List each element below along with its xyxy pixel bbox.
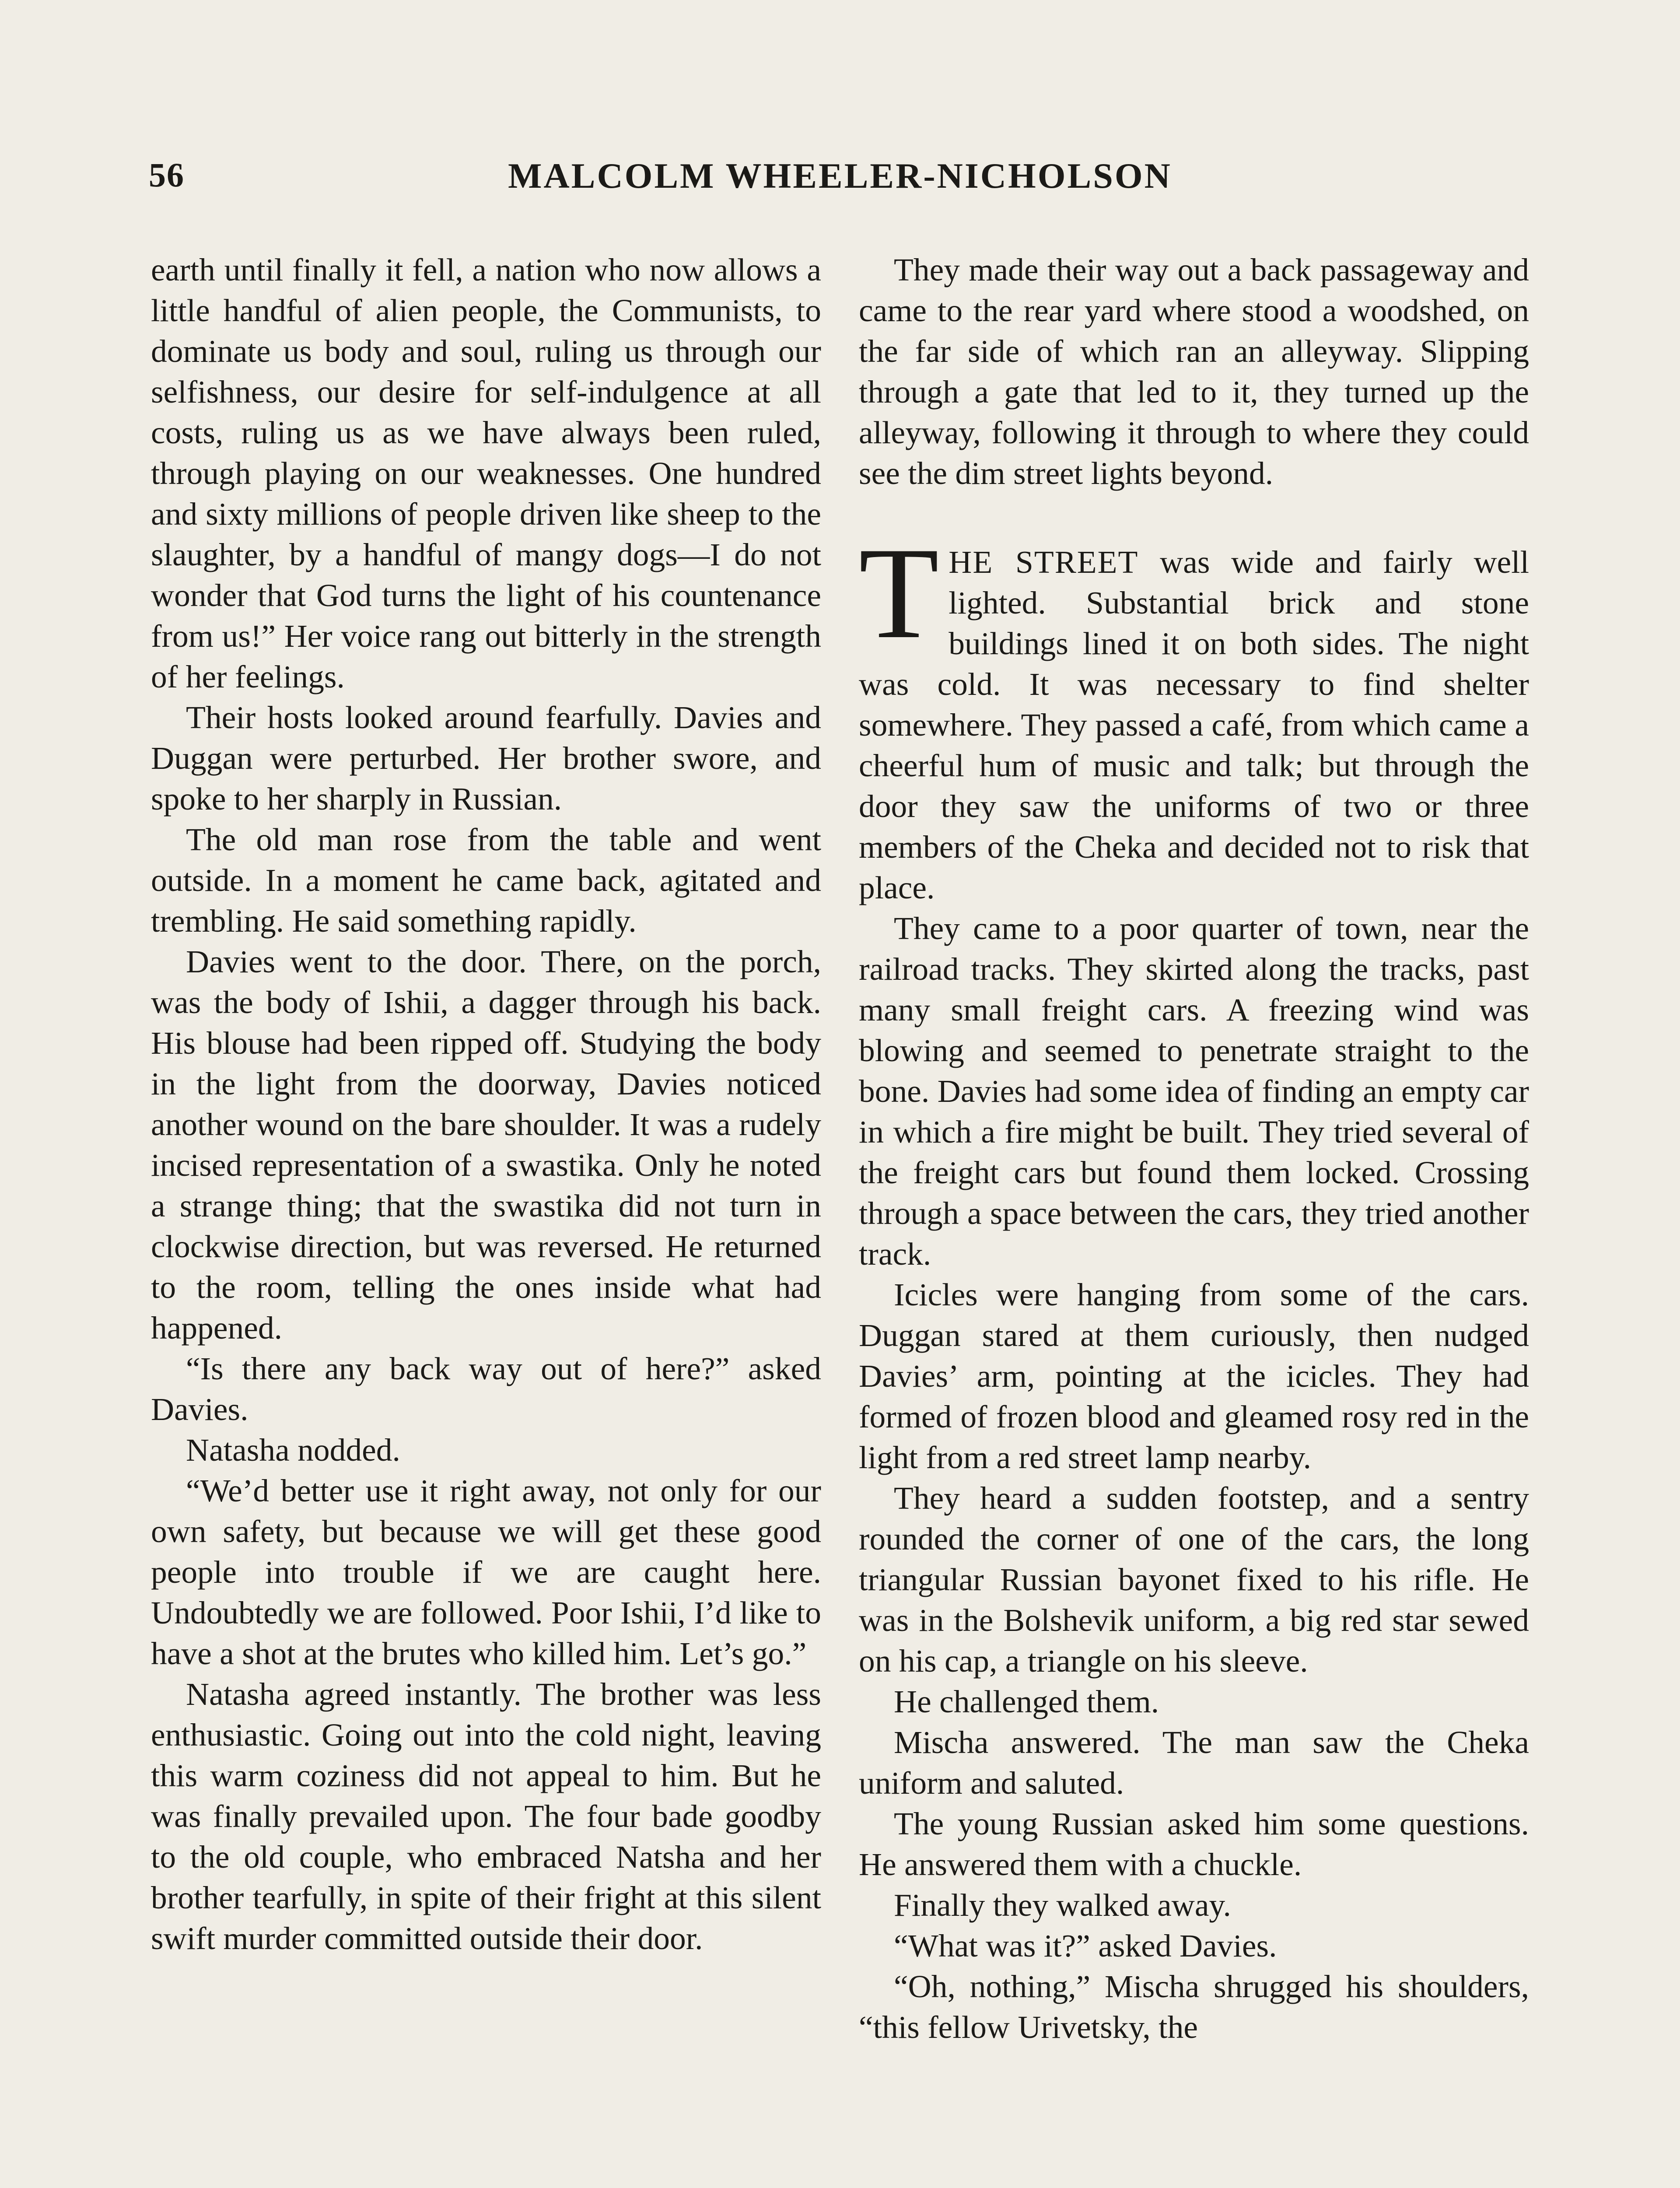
- paragraph: “What was it?” asked Davies.: [894, 1928, 1277, 1964]
- drop-cap: T: [859, 520, 939, 666]
- right-column: [859, 249, 1529, 2048]
- paragraph: Their hosts looked around fearfully. Davies and Duggan were perturbed. Her brother swore, and spoke to her sharply in Russian.: [151, 700, 821, 817]
- page-number: 56: [149, 156, 185, 194]
- page-header: [149, 155, 1531, 212]
- paragraph: “Is there any back way out of here?” asked Davies.: [151, 1351, 821, 1427]
- paragraph: They came to a poor quarter of town, near the railroad tracks. They skirted along the tracks, past many small freight cars. A freezing wind was blowing and seemed to penetrate straight to the bone. Davies had some idea of finding an empty car in which a fire might be built. They tried several of the freight cars but found them locked. Crossing through a space between the cars, they tried another track.: [859, 911, 1529, 1272]
- paragraph: He challenged them.: [894, 1684, 1159, 1719]
- paragraph: Davies went to the door. There, on the porch, was the body of Ishii, a dagger through his back. His blouse had been ripped off. Studying the body in the light from the doorway, Davies noticed another wound on the bare shoulder. It was a rudely incised representation of a swastika. Only he noted a strange thing; that the swastika did not turn in clockwise direction, but was reversed. He returned to the room, telling the ones inside what had happened.: [151, 944, 821, 1346]
- paragraph: They heard a sudden footstep, and a sentry rounded the corner of one of the cars, the long triangular Russian bayonet fixed to his rifle. He was in the Bolshevik uniform, a big red star sewed on his cap, a triangle on his sleeve.: [859, 1480, 1529, 1679]
- paragraph: Icicles were hanging from some of the cars. Duggan stared at them curiously, then nudged Davies’ arm, pointing at the icicles. They had formed of frozen blood and gleamed rosy red in the light from a red street lamp nearby.: [859, 1277, 1529, 1475]
- section-lead-in: HE STREET: [948, 544, 1139, 580]
- running-head: MALCOLM WHEELER-NICHOLSON: [508, 156, 1172, 196]
- left-column: [151, 249, 821, 1959]
- paragraph: earth until finally it fell, a nation who now allows a little handful of alien people, the Communists, to dominate us body and soul, ruling us through our selfishness, our desire for self-indulgence at all costs, ruling us as we have always been ruled, through playing on our weaknesses. One hundred and sixty millions of people driven like sheep to the slaughter, by a handful of mangy dogs—I do not wonder that God turns the light of his countenance from us!” Her voice rang out bitterly in the strength of her feelings.: [151, 252, 821, 694]
- paragraph: Natasha nodded.: [186, 1432, 400, 1468]
- paragraph: “We’d better use it right away, not only for our own safety, but because we will get these good people into trouble if we are caught here. Undoubtedly we are followed. Poor Ishii, I’d like to have a shot at the brutes who killed him. Let’s go.”: [151, 1473, 821, 1671]
- paragraph: “Oh, nothing,” Mischa shrugged his shoulders, “this fellow Urivetsky, the: [859, 1969, 1529, 2045]
- paragraph: The young Russian asked him some questions. He answered them with a chuckle.: [859, 1806, 1529, 1882]
- paragraph: Mischa answered. The man saw the Cheka uniform and saluted.: [859, 1725, 1529, 1801]
- section-opening-paragraph: [859, 520, 1530, 908]
- paragraph: Finally they walked away.: [894, 1887, 1231, 1923]
- paragraph: The old man rose from the table and went outside. In a moment he came back, agitated and trembling. He said something rapidly.: [151, 822, 821, 939]
- paragraph: They made their way out a back passageway and came to the rear yard where stood a woodshed, on the far side of which ran an alleyway. Slipping through a gate that led to it, they turned up the alleyway, following it through to where they could see the dim street lights beyond.: [859, 252, 1529, 491]
- paragraph: Natasha agreed instantly. The brother was less enthusiastic. Going out into the cold night, leaving this warm coziness did not appeal to him. But he was finally prevailed upon. The four bade goodby to the old couple, who embraced Natsha and her brother tearfully, in spite of their fright at this silent swift murder committed outside their door.: [151, 1676, 821, 1956]
- section-text: was wide and fairly well lighted. Substantial brick and stone buildings lined it on both sides. The night was cold. It was necessary to find shelter somewhere. They passed a café, from which came a cheerful hum of music and talk; but through the door they saw the uniforms of two or three members of the Cheka and decided not to risk that place.: [859, 544, 1530, 905]
